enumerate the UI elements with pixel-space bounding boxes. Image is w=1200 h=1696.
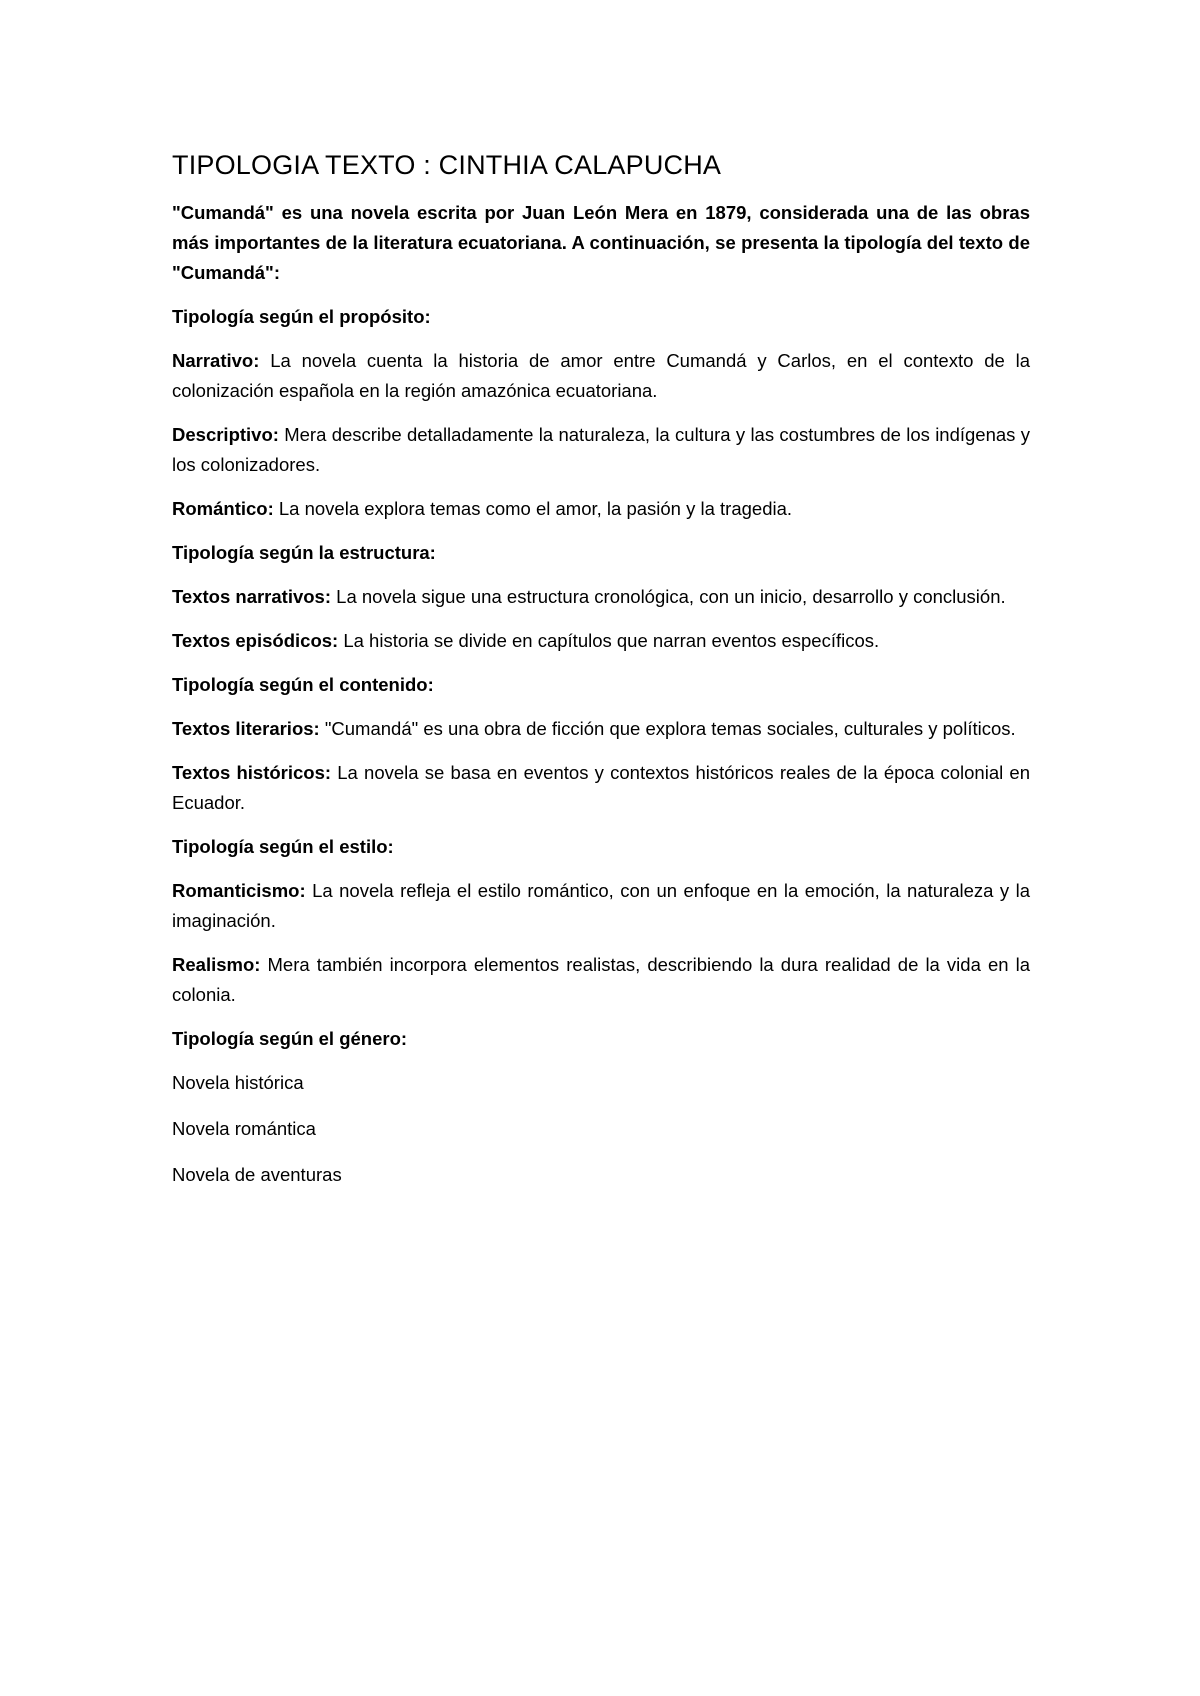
section-heading-estructura: Tipología según la estructura: bbox=[172, 542, 436, 563]
item-text: La novela sigue una estructura cronológica, con un inicio, desarrollo y conclusión. bbox=[331, 586, 1006, 607]
item-text: La novela cuenta la historia de amor entre Cumandá y Carlos, en el contexto de la colonización española en la región amazónica ecuatoriana. bbox=[172, 350, 1030, 401]
item-textos-literarios bbox=[172, 714, 1030, 744]
item-text: Mera también incorpora elementos realistas, describiendo la dura realidad de la vida en la colonia. bbox=[172, 954, 1030, 1005]
item-descriptivo bbox=[172, 420, 1030, 480]
item-term: Textos episódicos: bbox=[172, 630, 339, 651]
item-term: Textos literarios: bbox=[172, 718, 320, 739]
genre-item: Novela de aventuras bbox=[172, 1164, 342, 1185]
document-page bbox=[172, 148, 1030, 1206]
item-term: Romanticismo: bbox=[172, 880, 306, 901]
item-text: "Cumandá" es una obra de ficción que explora temas sociales, culturales y políticos. bbox=[319, 718, 1016, 739]
item-textos-historicos bbox=[172, 758, 1030, 818]
item-textos-episodicos bbox=[172, 626, 1030, 656]
section-heading-proposito: Tipología según el propósito: bbox=[172, 306, 431, 327]
item-text: La novela explora temas como el amor, la pasión y la tragedia. bbox=[273, 498, 793, 519]
genre-item: Novela romántica bbox=[172, 1118, 316, 1139]
item-term: Narrativo: bbox=[172, 350, 260, 371]
item-term: Romántico: bbox=[172, 498, 274, 519]
item-text: La historia se divide en capítulos que narran eventos específicos. bbox=[338, 630, 880, 651]
item-term: Descriptivo: bbox=[172, 424, 279, 445]
document-title: TIPOLOGIA TEXTO : CINTHIA CALAPUCHA bbox=[172, 150, 722, 180]
item-term: Textos narrativos: bbox=[172, 586, 332, 607]
intro-paragraph: "Cumandá" es una novela escrita por Juan León Mera en 1879, considerada una de las obras más importantes de la literatura ecuatoriana. A continuación, se presenta la tipología del texto de "Cumandá": bbox=[172, 202, 1030, 283]
item-term: Textos históricos: bbox=[172, 762, 332, 783]
item-text: La novela refleja el estilo romántico, con un enfoque en la emoción, la naturaleza y la imaginación. bbox=[172, 880, 1030, 931]
section-heading-genero: Tipología según el género: bbox=[172, 1028, 408, 1049]
item-narrativo bbox=[172, 346, 1030, 406]
item-romanticismo bbox=[172, 876, 1030, 936]
item-romantico bbox=[172, 494, 1030, 524]
item-realismo bbox=[172, 950, 1030, 1010]
item-text: Mera describe detalladamente la naturaleza, la cultura y las costumbres de los indígenas y los colonizadores. bbox=[172, 424, 1030, 475]
item-term: Realismo: bbox=[172, 954, 261, 975]
section-heading-contenido: Tipología según el contenido: bbox=[172, 674, 434, 695]
section-heading-estilo: Tipología según el estilo: bbox=[172, 836, 394, 857]
item-textos-narrativos bbox=[172, 582, 1030, 612]
item-text: La novela se basa en eventos y contextos históricos reales de la época colonial en Ecuador. bbox=[172, 762, 1031, 813]
genre-item: Novela histórica bbox=[172, 1072, 304, 1093]
